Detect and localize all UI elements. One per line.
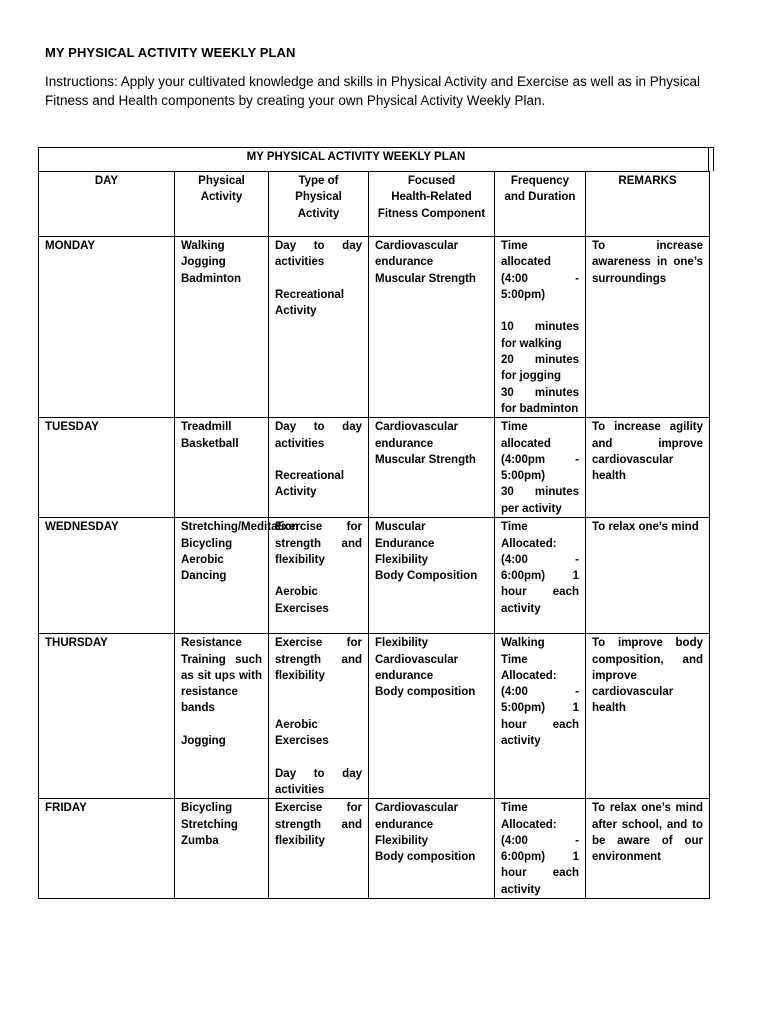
header-remarks: REMARKS bbox=[586, 172, 710, 237]
cell-focused-component: Cardiovascular endurance Flexibility Body composition bbox=[369, 799, 495, 899]
cell-day: WEDNESDAY bbox=[39, 518, 175, 634]
cell-remarks: To relax one’s mind after school, and to be aware of our environment bbox=[586, 799, 710, 899]
cell-remarks: To relax one’s mind bbox=[586, 518, 710, 634]
table-row-wednesday bbox=[39, 518, 710, 634]
cell-focused-component: Muscular Endurance Flexibility Body Composition bbox=[369, 518, 495, 634]
cell-focused-component: Flexibility Cardiovascular endurance Body composition bbox=[369, 634, 495, 799]
header-focused-component: Focused Health-Related Fitness Component bbox=[369, 172, 495, 237]
table-caption-text: MY PHYSICAL ACTIVITY WEEKLY PLAN bbox=[246, 151, 466, 163]
cell-type-of-activity: Exercise for strength and flexibility Aerobic Exercises bbox=[269, 518, 369, 634]
cell-frequency-duration: Walking Time Allocated: (4:00 - 5:00pm) 1 hour each activity bbox=[495, 634, 586, 799]
cell-type-of-activity: Exercise for strength and flexibility bbox=[269, 799, 369, 899]
header-day: DAY bbox=[39, 172, 175, 237]
cell-remarks: To increase awareness in one’s surroundings bbox=[586, 237, 710, 418]
caption-border-tick bbox=[708, 147, 709, 171]
cell-remarks: To improve body composition, and improve cardiovascular health bbox=[586, 634, 710, 799]
cell-type-of-activity: Day to day activities Recreational Activity bbox=[269, 237, 369, 418]
instructions-text: Instructions: Apply your cultivated knowledge and skills in Physical Activity and Exercise as well as in Physical Fitness and Health components by creating your own Physical Activity Weekly Plan. bbox=[45, 74, 701, 108]
header-physical-activity: Physical Activity bbox=[175, 172, 269, 237]
cell-day: FRIDAY bbox=[39, 799, 175, 899]
table-row-friday bbox=[39, 799, 710, 899]
header-type-of-activity: Type of Physical Activity bbox=[269, 172, 369, 237]
cell-day: THURSDAY bbox=[39, 634, 175, 799]
cell-type-of-activity: Exercise for strength and flexibility Aerobic Exercises Day to day activities bbox=[269, 634, 369, 799]
table-row-thursday bbox=[39, 634, 710, 799]
cell-day: MONDAY bbox=[39, 237, 175, 418]
cell-type-of-activity: Day to day activities Recreational Activity bbox=[269, 418, 369, 518]
cell-frequency-duration: Time Allocated: (4:00 - 6:00pm) 1 hour each activity bbox=[495, 799, 586, 899]
cell-frequency-duration: Time allocated (4:00pm - 5:00pm) 30 minutes per activity bbox=[495, 418, 586, 518]
cell-day: TUESDAY bbox=[39, 418, 175, 518]
cell-remarks: To increase agility and improve cardiovascular health bbox=[586, 418, 710, 518]
cell-focused-component: Cardiovascular endurance Muscular Strength bbox=[369, 418, 495, 518]
cell-physical-activity: Resistance Training such as sit ups with resistance bands Jogging bbox=[175, 634, 269, 799]
table-header-row bbox=[39, 172, 710, 237]
table-caption bbox=[38, 147, 714, 171]
table-row-monday bbox=[39, 237, 710, 418]
table-row-tuesday bbox=[39, 418, 710, 518]
cell-physical-activity: Bicycling Stretching Zumba bbox=[175, 799, 269, 899]
cell-frequency-duration: Time Allocated: (4:00 - 6:00pm) 1 hour each activity bbox=[495, 518, 586, 634]
header-frequency-duration: Frequency and Duration bbox=[495, 172, 586, 237]
document-title: MY PHYSICAL ACTIVITY WEEKLY PLAN bbox=[45, 45, 296, 60]
weekly-plan-table bbox=[38, 171, 710, 899]
cell-physical-activity: Stretching/Meditation Bicycling Aerobic Dancing bbox=[175, 518, 269, 634]
cell-focused-component: Cardiovascular endurance Muscular Strength bbox=[369, 237, 495, 418]
cell-frequency-duration: Time allocated (4:00 - 5:00pm) 10 minutes for walking 20 minutes for jogging 30 minutes for badminton bbox=[495, 237, 586, 418]
cell-physical-activity: Treadmill Basketball bbox=[175, 418, 269, 518]
cell-physical-activity: Walking Jogging Badminton bbox=[175, 237, 269, 418]
